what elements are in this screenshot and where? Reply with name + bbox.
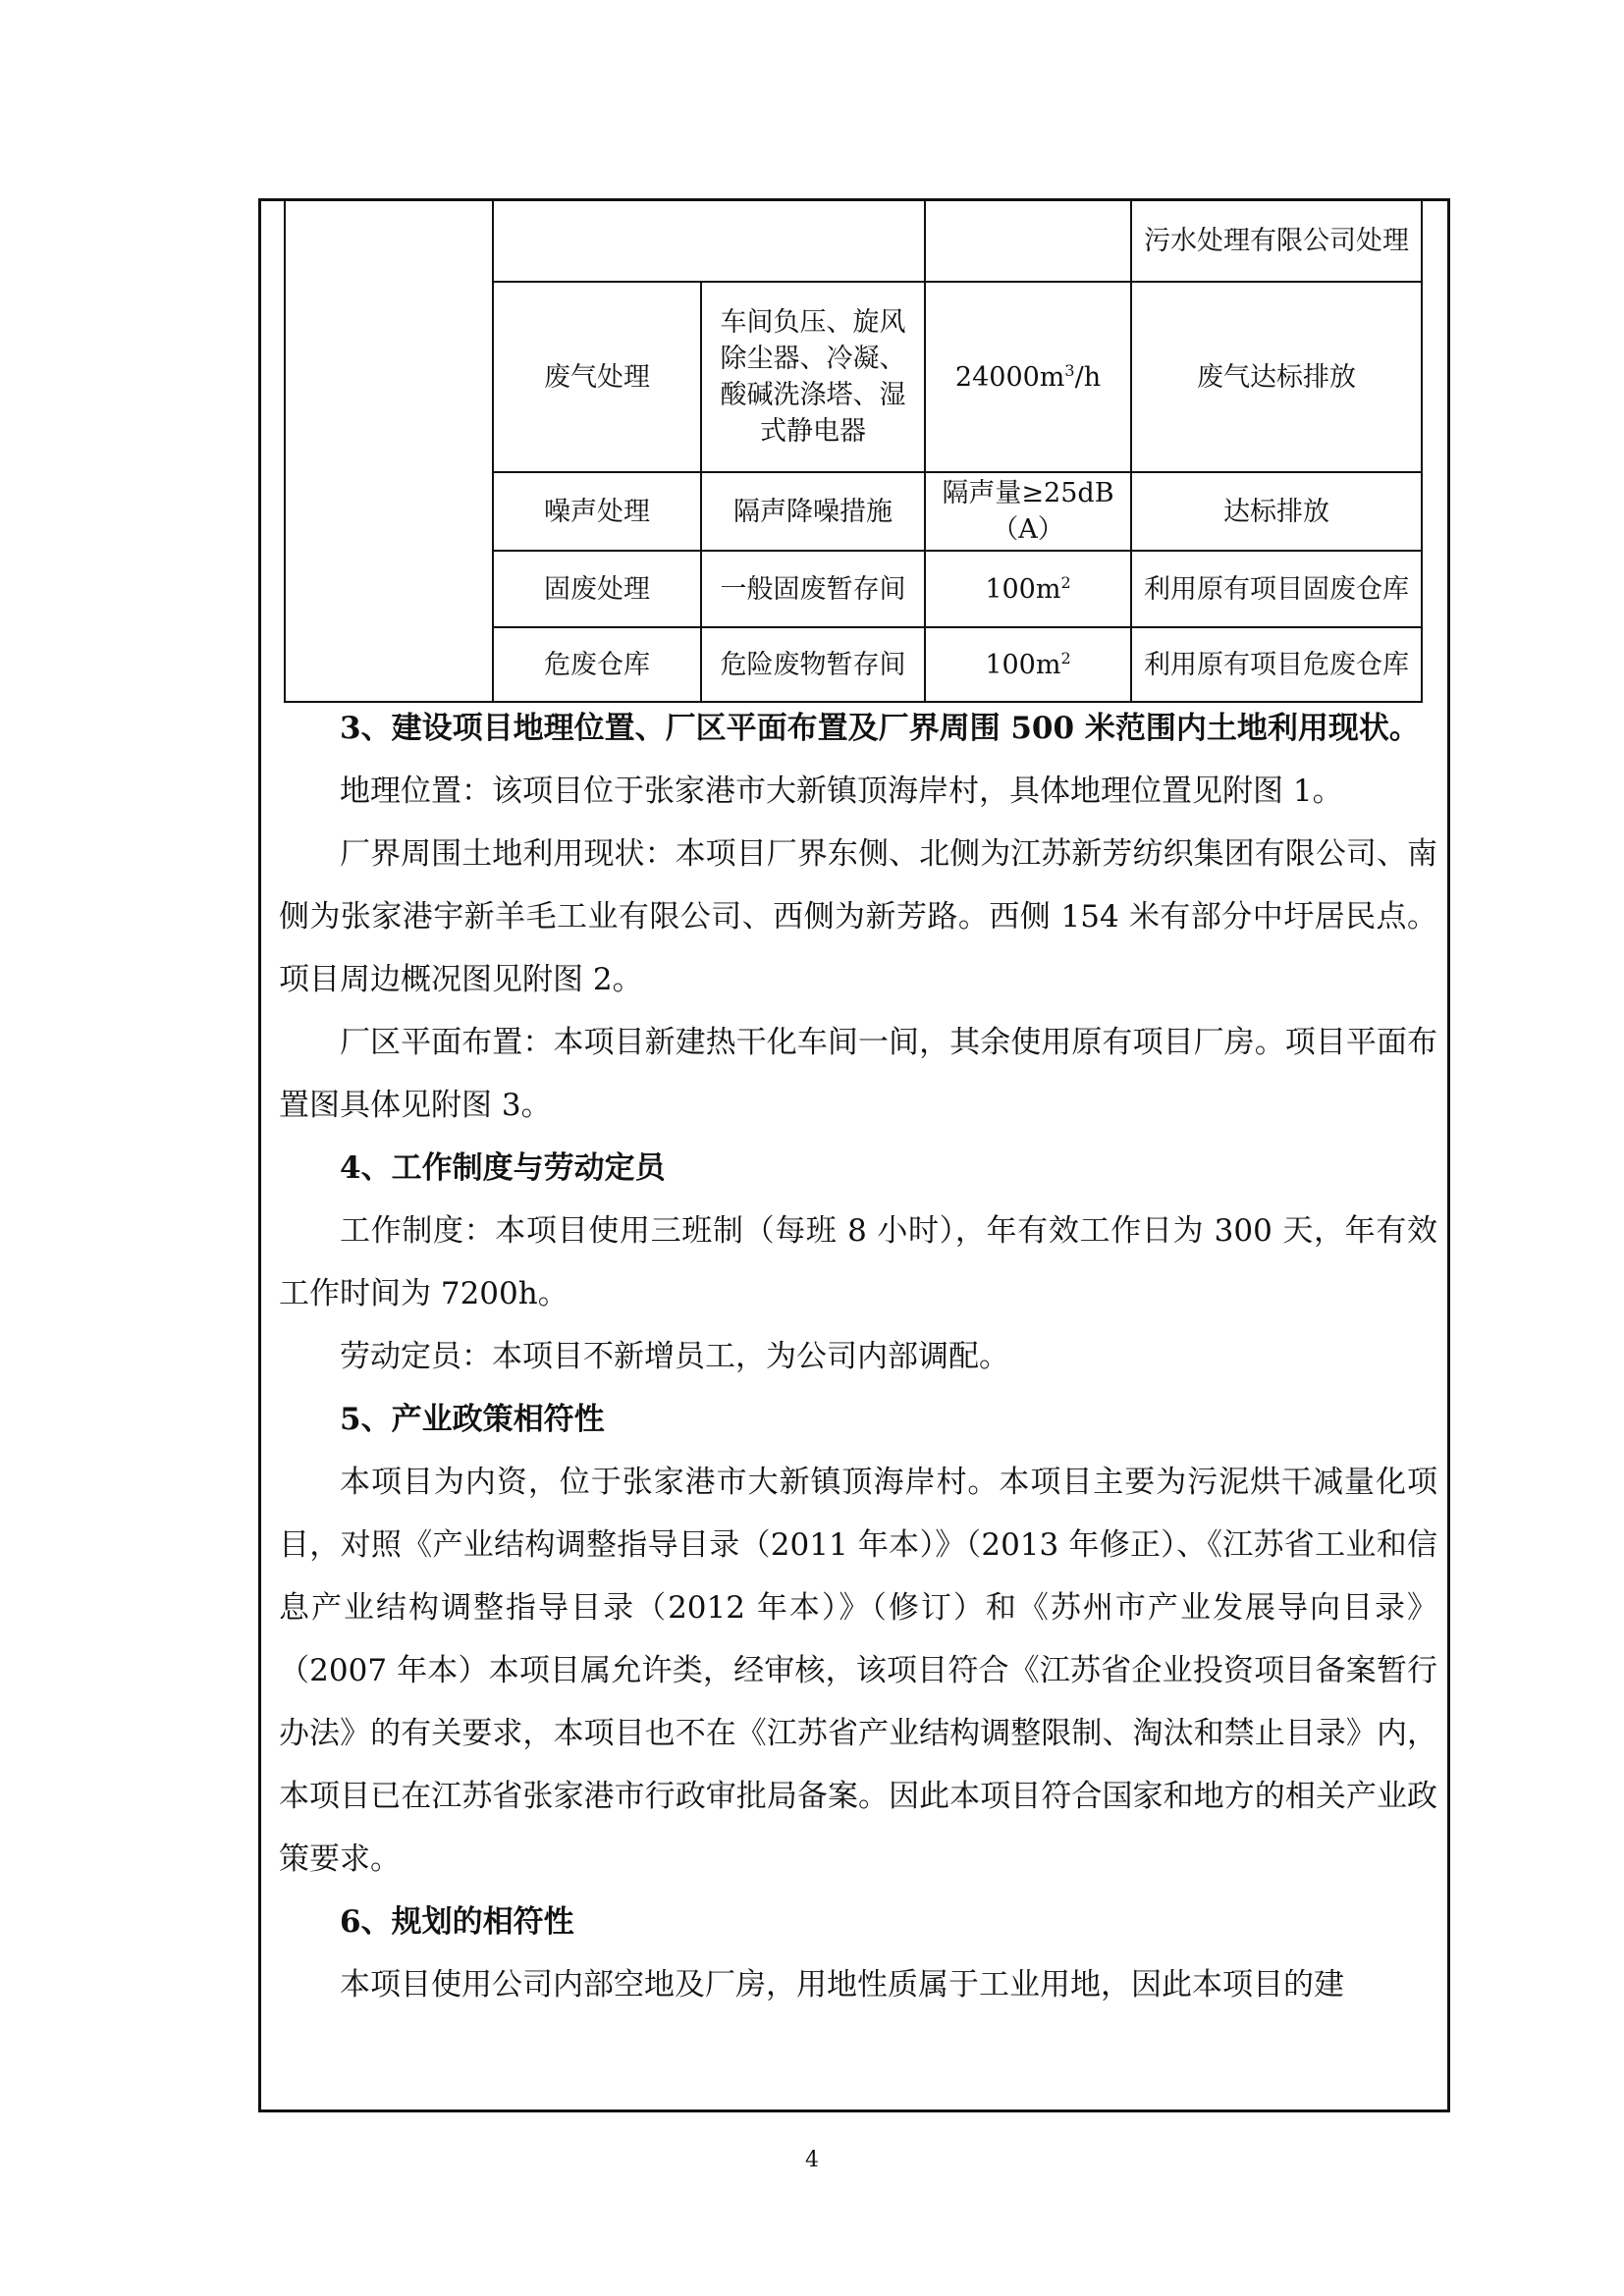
section-heading: 4、工作制度与劳动定员 xyxy=(340,1150,666,1186)
paragraph: 地理位置：该项目位于张家港市大新镇顶海岸村，具体地理位置见附图 1。 xyxy=(340,774,1343,809)
table-cell xyxy=(925,201,1131,282)
table-cell-measure: 隔声降噪措施 xyxy=(701,472,925,551)
paragraph: 厂界周围土地利用现状：本项目厂界东侧、北侧为江苏新芳纺织集团有限公司、南侧为张家港宇新羊毛工业有限公司、西侧为新芳路。西侧 154 米有部分中圩居民点。项目周边概况图见附图 2。 xyxy=(279,836,1437,997)
table-cell-capacity: $100m^2$ xyxy=(925,627,1131,702)
table-cell-effect: 废气达标排放 xyxy=(1131,282,1422,472)
paragraph: 本项目使用公司内部空地及厂房，用地性质属于工业用地，因此本项目的建 xyxy=(340,1967,1344,2002)
table-cell-effect: 达标排放 xyxy=(1131,472,1422,551)
section-heading: 3、建设项目地理位置、厂区平面布置及厂界周围 500 米范围内土地利用现状。 xyxy=(340,711,1420,746)
table-cell-name: 废气处理 xyxy=(493,282,701,472)
paragraph: 劳动定员：本项目不新增员工，为公司内部调配。 xyxy=(340,1339,1009,1374)
table-cell-capacity: 隔声量≥25dB（A） xyxy=(925,472,1131,551)
section-heading: 6、规划的相符性 xyxy=(340,1904,574,1940)
table-cell-name: 噪声处理 xyxy=(493,472,701,551)
paragraph: 本项目为内资，位于张家港市大新镇顶海岸村。本项目主要为污泥烘干减量化项目，对照《产业结构调整指导目录（2011 年本）》（2013 年修正）、《江苏省工业和信息产业结构调整指导目录（2012 年本）》（修订）和《苏州市产业发展导向目录》（2007 年本）本项目属允许类，经审核，该项目符合《江苏省企业投资项目备案暂行办法》的有关要求，本项目也不在《江苏省产业结构调整限制、淘汰和禁止目录》内，本项目已在江苏省张家港市行政审批局备案。因此本项目符合国家和地方的相关产业政策要求。 xyxy=(279,1465,1437,1877)
table-cell xyxy=(493,201,925,282)
page-number: 4 xyxy=(805,2148,819,2172)
paragraph: 厂区平面布置：本项目新建热干化车间一间，其余使用原有项目厂房。项目平面布置图具体见附图 3。 xyxy=(279,1025,1437,1123)
table-cell-capacity: $24000m^3/h$ xyxy=(925,282,1131,472)
table-cell-effect: 污水处理有限公司处理 xyxy=(1131,201,1422,282)
table-category-cell xyxy=(285,201,493,702)
section-heading: 5、产业政策相符性 xyxy=(340,1402,605,1437)
table-cell-name: 危废仓库 xyxy=(493,627,701,702)
paragraph: 工作制度：本项目使用三班制（每班 8 小时），年有效工作日为 300 天，年有效工作时间为 7200h。 xyxy=(279,1213,1437,1311)
table-cell-effect: 利用原有项目危废仓库 xyxy=(1131,627,1422,702)
table-cell-effect: 利用原有项目固废仓库 xyxy=(1131,551,1422,627)
document-body xyxy=(279,697,1437,2016)
page-frame xyxy=(258,198,1450,2112)
table-cell-measure: 危险废物暂存间 xyxy=(701,627,925,702)
table-cell-name: 固废处理 xyxy=(493,551,701,627)
table-row xyxy=(285,201,1422,282)
table-cell-measure: 车间负压、旋风除尘器、冷凝、酸碱洗涤塔、湿式静电器 xyxy=(701,282,925,472)
environmental-measures-table xyxy=(284,201,1423,703)
table-cell-capacity: $100m^2$ xyxy=(925,551,1131,627)
table-cell-measure: 一般固废暂存间 xyxy=(701,551,925,627)
